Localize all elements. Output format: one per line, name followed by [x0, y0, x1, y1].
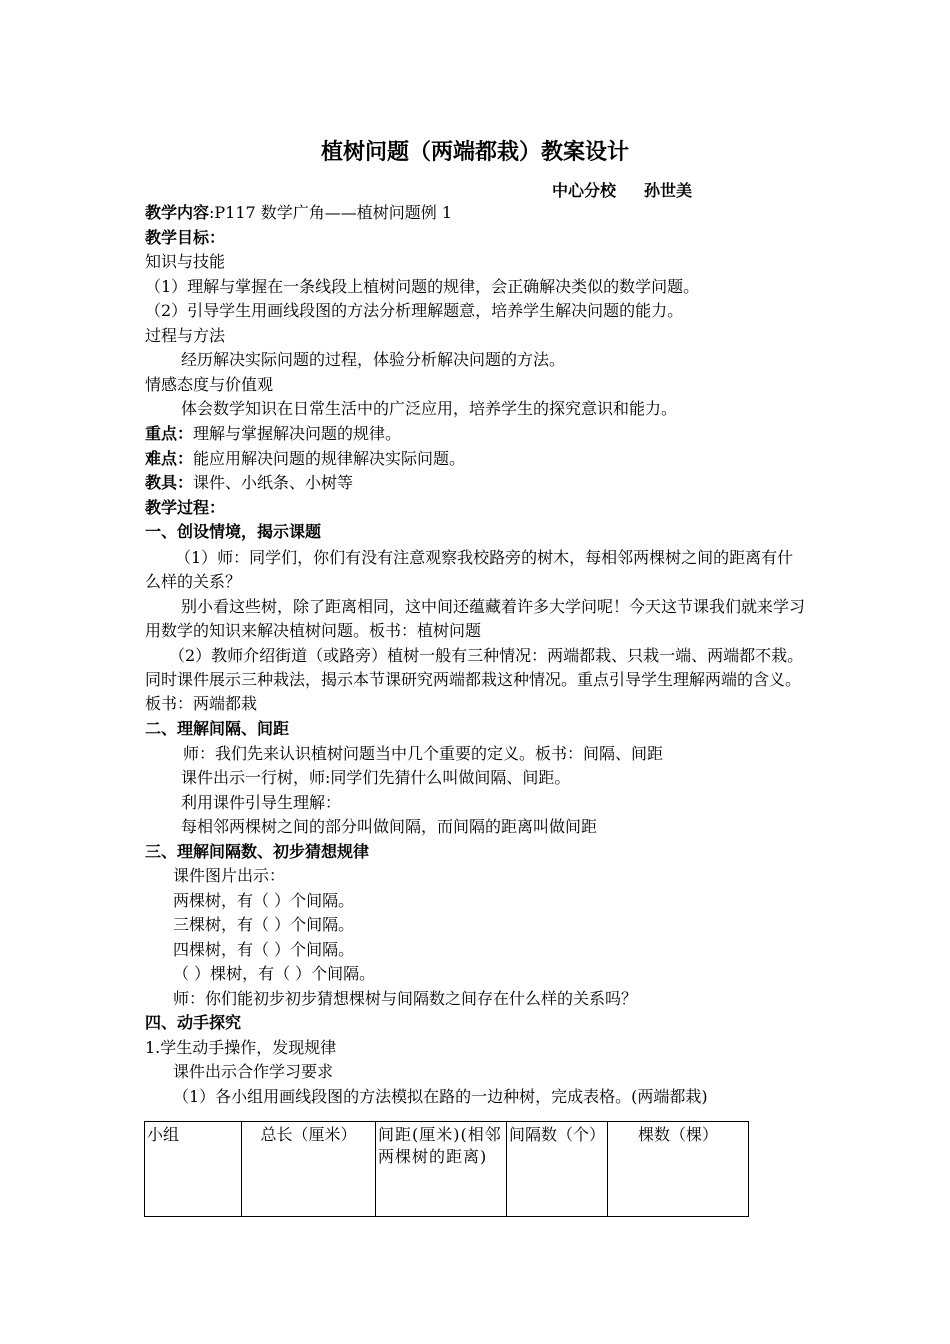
- table-header-spacing: 间距(厘米)(相邻两棵树的距离): [376, 1122, 507, 1217]
- section1-paragraph-2: 别小看这些树，除了距离相同，这中间还蕴藏着许多大学问呢！今天这节课我们就来学习用数学的知识来解决植树问题。板书：植树问题: [145, 597, 806, 640]
- section2-line-3: 利用课件引导生理解：: [181, 793, 342, 812]
- knowledge-item-2: （2）引导学生用画线段图的方法分析理解题意，培养学生解决问题的能力。: [145, 301, 684, 320]
- section4-line-1: 1.学生动手操作，发现规律: [145, 1038, 337, 1057]
- difficult-point: [145, 449, 465, 469]
- section3-line-4: 四棵树，有（ ）个间隔。: [173, 940, 355, 959]
- emotion-text: 体会数学知识在日常生活中的广泛应用，培养学生的探究意识和能力。: [181, 399, 678, 418]
- table-header-interval-count: 间隔数（个）: [507, 1122, 608, 1217]
- section3-line-6: 师：你们能初步初步猜想棵树与间隔数之间存在什么样的关系吗？: [173, 989, 638, 1008]
- difficult-text: 能应用解决问题的规律解决实际问题。: [193, 449, 466, 468]
- tools-label: 教具：: [145, 473, 194, 492]
- table-header-group: 小组: [145, 1122, 242, 1217]
- author-name: 孙世美: [644, 181, 693, 200]
- difficult-label: 难点：: [145, 449, 194, 468]
- section1-paragraph-3: （2）教师介绍街道（或路旁）植树一般有三种情况：两端都栽、只栽一端、两端都不栽。同时课件展示三种栽法，揭示本节课研究两端都栽这种情况。重点引导学生理解两端的含义。板书：两端都栽: [145, 646, 804, 713]
- section2-line-2: 课件出示一行树，师:同学们先猜什么叫做间隔、间距。: [181, 768, 571, 787]
- procedure-label: 教学过程：: [145, 498, 226, 517]
- knowledge-heading: 知识与技能: [145, 252, 226, 271]
- author-school: 中心分校: [552, 181, 617, 200]
- process-heading: 过程与方法: [145, 326, 226, 345]
- author-line: [552, 178, 692, 201]
- content-label: 教学内容: [145, 203, 210, 222]
- tools-line: [145, 473, 353, 493]
- table-header-tree-count: 棵数（棵）: [608, 1122, 749, 1217]
- tools-text: 课件、小纸条、小树等: [193, 473, 354, 492]
- key-point: [145, 424, 401, 444]
- section3-line-1: 课件图片出示：: [173, 866, 286, 885]
- section3-line-2: 两棵树，有（ ）个间隔。: [173, 891, 355, 910]
- section3-line-5: （ ）棵树，有（ ）个间隔。: [173, 964, 376, 983]
- experiment-table: [144, 1121, 749, 1217]
- section3-line-3: 三棵树，有（ ）个间隔。: [173, 915, 355, 934]
- section2-heading: 二、理解间隔、间距: [145, 719, 290, 738]
- section2-line-1: 师：我们先来认识植树问题当中几个重要的定义。板书：间隔、间距: [183, 744, 664, 763]
- table-row: [145, 1122, 749, 1217]
- section4-heading: 四、动手探究: [145, 1013, 242, 1032]
- section2-line-4: 每相邻两棵树之间的部分叫做间隔，而间隔的距离叫做间距: [181, 817, 598, 836]
- document-title: 植树问题（两端都栽）教案设计: [320, 140, 629, 165]
- key-text: 理解与掌握解决问题的规律。: [193, 424, 402, 443]
- section4-line-2: 课件出示合作学习要求: [173, 1062, 334, 1081]
- section1-paragraph-1: （1）师：同学们，你们有没有注意观察我校路旁的树木，每相邻两棵树之间的距离有什么样的关系？: [145, 548, 794, 591]
- process-text: 经历解决实际问题的过程，体验分析解决问题的方法。: [181, 350, 566, 369]
- content-line: [145, 203, 452, 223]
- emotion-heading: 情感态度与价值观: [145, 375, 274, 394]
- content-text: :P117 数学广角——植树问题例 1: [209, 203, 453, 222]
- table-header-length: 总长（厘米）: [242, 1122, 376, 1217]
- section3-heading: 三、理解间隔数、初步猜想规律: [145, 842, 370, 861]
- goals-label: 教学目标：: [145, 228, 226, 247]
- section1-heading: 一、创设情境，揭示课题: [145, 522, 322, 541]
- knowledge-item-1: （1）理解与掌握在一条线段上植树问题的规律，会正确解决类似的数学问题。: [145, 277, 700, 296]
- section4-line-3: （1）各小组用画线段图的方法模拟在路的一边种树，完成表格。(两端都栽): [173, 1087, 708, 1106]
- key-label: 重点：: [145, 424, 194, 443]
